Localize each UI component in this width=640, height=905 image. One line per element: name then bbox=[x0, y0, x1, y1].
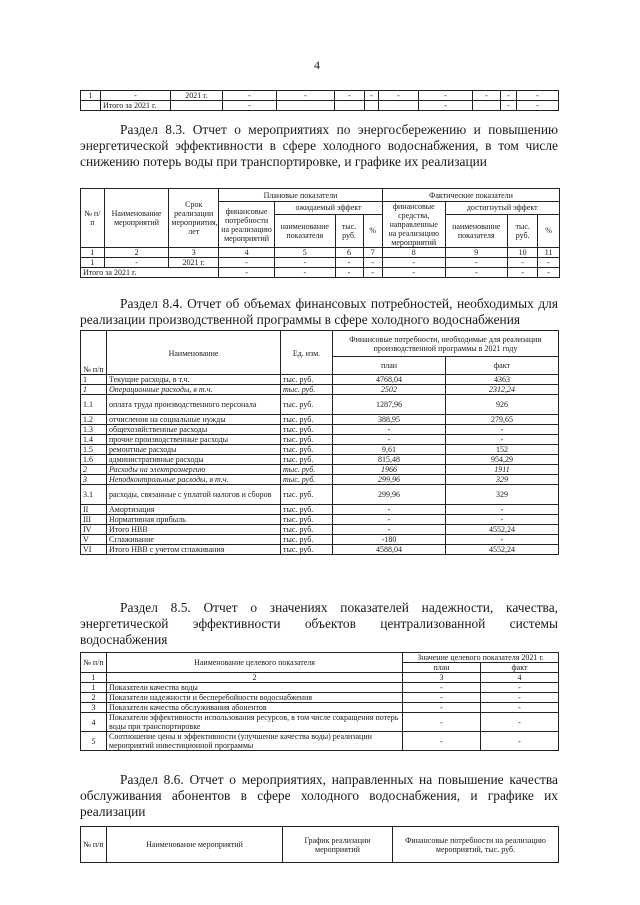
column-number: 1 bbox=[81, 248, 105, 258]
col-ind-name-2: наименование показателя bbox=[445, 214, 508, 247]
row-fact: - bbox=[481, 693, 559, 703]
table-row bbox=[81, 515, 559, 525]
column-number: 11 bbox=[538, 248, 560, 258]
table-cell: - bbox=[419, 91, 473, 101]
section-8-4-heading bbox=[80, 296, 558, 328]
table-cell: Итого за 2021 г. bbox=[101, 101, 171, 111]
table-row bbox=[81, 258, 560, 268]
col-expected: ожидаемый эффект bbox=[275, 202, 383, 215]
row-unit: тыс. руб. bbox=[281, 455, 333, 465]
table-cell: - bbox=[335, 91, 365, 101]
row-name: ремонтные расходы bbox=[107, 445, 281, 455]
table-cell: - bbox=[223, 101, 277, 111]
row-number: VI bbox=[81, 545, 107, 555]
table-row bbox=[81, 91, 559, 101]
table-cell: - bbox=[419, 101, 473, 111]
table-cell: - bbox=[223, 91, 277, 101]
row-unit: тыс. руб. bbox=[281, 545, 333, 555]
row-unit: тыс. руб. bbox=[281, 515, 333, 525]
col-planned: Плановые показатели bbox=[219, 189, 383, 202]
row-name: оплата труда производственного персонала bbox=[107, 395, 281, 415]
row-plan: - bbox=[333, 525, 446, 535]
table-row bbox=[81, 693, 559, 703]
row-fact: - bbox=[481, 713, 559, 732]
row-name: Показатели качества воды bbox=[107, 683, 403, 693]
row-fact: 329 bbox=[446, 485, 559, 505]
row-number: 1.5 bbox=[81, 445, 107, 455]
row-name: Показатели эффективности использования ресурсов, в том числе сокращения потерь воды при транспортировке bbox=[107, 713, 403, 732]
col-fin-actual: финансовые средства, направленные на реализацию мероприятий bbox=[382, 202, 445, 248]
col-name: Наименование мероприятий bbox=[104, 189, 169, 248]
table-cell: - bbox=[365, 91, 379, 101]
row-plan: 9,61 bbox=[333, 445, 446, 455]
column-numbering-row bbox=[81, 248, 560, 258]
row-plan: 815,48 bbox=[333, 455, 446, 465]
row-fact: - bbox=[446, 505, 559, 515]
column-number: 2 bbox=[107, 673, 403, 683]
table-row bbox=[81, 445, 559, 455]
table-row bbox=[81, 375, 559, 385]
row-name: Итого НВВ с учетом сглаживания bbox=[107, 545, 281, 555]
row-plan: 299,96 bbox=[333, 485, 446, 505]
col-num: № п/ п bbox=[81, 189, 105, 248]
section-8-3-heading bbox=[80, 122, 558, 170]
table-cell: 2021 г. bbox=[171, 91, 223, 101]
row-plan: 4588,04 bbox=[333, 545, 446, 555]
row-plan: 299,96 bbox=[333, 475, 446, 485]
section-8-3-table bbox=[80, 188, 560, 278]
row-unit: тыс. руб. bbox=[281, 395, 333, 415]
row-number: 1 bbox=[81, 375, 107, 385]
table-cell: - bbox=[538, 258, 560, 268]
section-8-5-table bbox=[80, 652, 559, 751]
heading-line: Раздел 8.5. Отчет о значениях показателей надежности, качества, bbox=[120, 600, 558, 615]
table-row bbox=[81, 713, 559, 732]
col-num: № п/п bbox=[81, 331, 107, 375]
column-number: 8 bbox=[382, 248, 445, 258]
heading-line: снижению потерь воды при транспортировке, и графике их реализации bbox=[80, 154, 487, 169]
row-fact: 4363 bbox=[446, 375, 559, 385]
table-cell: - bbox=[277, 91, 335, 101]
table-cell bbox=[335, 101, 365, 111]
table-cell: - bbox=[445, 268, 508, 278]
row-unit: тыс. руб. bbox=[281, 485, 333, 505]
row-number: 3 bbox=[81, 703, 107, 713]
table-cell bbox=[473, 101, 501, 111]
col-num: № п/п bbox=[81, 653, 107, 673]
table-cell: - bbox=[517, 91, 559, 101]
row-number: 1.1 bbox=[81, 395, 107, 415]
row-unit: тыс. руб. bbox=[281, 385, 333, 395]
row-name: расходы, связанные с уплатой налогов и сборов bbox=[107, 485, 281, 505]
table-row bbox=[81, 545, 559, 555]
total-label: Итого за 2021 г. bbox=[81, 268, 219, 278]
heading-line: Раздел 8.3. Отчет о мероприятиях по энергосбережению и повышению bbox=[120, 122, 558, 137]
table-row bbox=[81, 435, 559, 445]
row-fact: - bbox=[481, 703, 559, 713]
row-number: 4 bbox=[81, 713, 107, 732]
row-fact: - bbox=[446, 535, 559, 545]
row-number: III bbox=[81, 515, 107, 525]
col-plan: план bbox=[333, 357, 446, 375]
table-row bbox=[81, 485, 559, 505]
table-row bbox=[81, 683, 559, 693]
col-plan: план bbox=[403, 663, 481, 673]
heading-line: реализации bbox=[80, 804, 146, 819]
row-unit: тыс. руб. bbox=[281, 525, 333, 535]
row-fact: 1911 bbox=[446, 465, 559, 475]
section-8-4-table bbox=[80, 330, 559, 555]
row-fact: 2312,24 bbox=[446, 385, 559, 395]
row-name: административные расходы bbox=[107, 455, 281, 465]
row-number: 1 bbox=[81, 683, 107, 693]
col-fact: факт bbox=[446, 357, 559, 375]
row-name: прочие производственные расходы bbox=[107, 435, 281, 445]
table-cell: - bbox=[538, 268, 560, 278]
table-cell: - bbox=[501, 91, 517, 101]
col-needs: Финансовые потребности на реализацию мероприятий, тыс. руб. bbox=[393, 827, 559, 863]
table-row bbox=[81, 101, 559, 111]
table-row bbox=[81, 425, 559, 435]
row-number: 2 bbox=[81, 693, 107, 703]
table-cell: - bbox=[363, 268, 382, 278]
col-percent: % bbox=[363, 214, 382, 247]
row-unit: тыс. руб. bbox=[281, 505, 333, 515]
row-name: Амортизация bbox=[107, 505, 281, 515]
col-unit: Ед. изм. bbox=[281, 331, 333, 375]
heading-line: энергетической эффективности объектов централизованной системы bbox=[80, 616, 558, 631]
row-name: Соотношение цены и эффективности (улучшение качества воды) реализации мероприятий инвестиционной программы bbox=[107, 732, 403, 751]
row-number: IV bbox=[81, 525, 107, 535]
row-plan: 1287,96 bbox=[333, 395, 446, 415]
row-name: Показатели качества обслуживания абонентов bbox=[107, 703, 403, 713]
row-fact: - bbox=[481, 732, 559, 751]
table-cell: - bbox=[517, 101, 559, 111]
section-8-5-heading bbox=[80, 600, 558, 648]
col-ind-name: наименование показателя bbox=[275, 214, 335, 247]
col-num: № п/п bbox=[81, 827, 107, 863]
row-plan: - bbox=[333, 435, 446, 445]
section-8-6-heading bbox=[80, 772, 558, 820]
row-name: Операционные расходы, в т.ч. bbox=[107, 385, 281, 395]
section-8-6-table bbox=[80, 826, 559, 863]
column-number: 4 bbox=[219, 248, 275, 258]
col-actual: Фактические показатели bbox=[382, 189, 559, 202]
table-cell: - bbox=[508, 268, 538, 278]
table-row bbox=[81, 535, 559, 545]
table-cell bbox=[277, 101, 335, 111]
row-fact: 954,29 bbox=[446, 455, 559, 465]
table-cell: - bbox=[473, 91, 501, 101]
row-name: Расходы на электроэнергию bbox=[107, 465, 281, 475]
table-cell: - bbox=[382, 258, 445, 268]
table-cell: - bbox=[335, 258, 363, 268]
heading-line: водоснабжения bbox=[80, 632, 168, 647]
column-number: 3 bbox=[403, 673, 481, 683]
table-cell: 1 bbox=[81, 91, 101, 101]
row-number: 1.6 bbox=[81, 455, 107, 465]
row-number: 3.1 bbox=[81, 485, 107, 505]
row-plan: - bbox=[403, 703, 481, 713]
row-name: Неподконтрольные расходы, в т.ч. bbox=[107, 475, 281, 485]
table-row bbox=[81, 385, 559, 395]
col-name: Наименование bbox=[107, 331, 281, 375]
col-percent-2: % bbox=[538, 214, 560, 247]
row-plan: 2502 bbox=[333, 385, 446, 395]
col-term: Срок реализации мероприятия, лет bbox=[169, 189, 219, 248]
heading-line: обслуживания абонентов в сфере холодного водоснабжения, и графике их bbox=[80, 788, 558, 803]
table-cell: - bbox=[219, 268, 275, 278]
table-row bbox=[81, 475, 559, 485]
table-row bbox=[81, 505, 559, 515]
table-cell: - bbox=[275, 268, 335, 278]
column-number: 4 bbox=[481, 673, 559, 683]
col-value: Значение целевого показателя 2021 г. bbox=[403, 653, 559, 663]
row-plan: - bbox=[333, 425, 446, 435]
row-name: Текущие расходы, в т.ч. bbox=[107, 375, 281, 385]
row-fact: - bbox=[481, 683, 559, 693]
row-plan: -180 bbox=[333, 535, 446, 545]
row-plan: - bbox=[333, 505, 446, 515]
table-row bbox=[81, 703, 559, 713]
row-number: 1.4 bbox=[81, 435, 107, 445]
table-cell bbox=[171, 101, 223, 111]
table-cell: - bbox=[363, 258, 382, 268]
column-number: 6 bbox=[335, 248, 363, 258]
col-fact: факт bbox=[481, 663, 559, 673]
table-cell: - bbox=[275, 258, 335, 268]
table-row bbox=[81, 465, 559, 475]
col-name: Наименование мероприятий bbox=[107, 827, 283, 863]
row-number: 1 bbox=[81, 385, 107, 395]
col-name: Наименование целевого показателя bbox=[107, 653, 403, 673]
col-fin-plan: финансовые потребности на реализацию мероприятий bbox=[219, 202, 275, 248]
top-continuation-table bbox=[80, 90, 559, 111]
row-number: V bbox=[81, 535, 107, 545]
row-name: отчисления на социальные нужды bbox=[107, 415, 281, 425]
row-name: Нормативная прибыль bbox=[107, 515, 281, 525]
table-row bbox=[81, 525, 559, 535]
row-name: Итого НВВ bbox=[107, 525, 281, 535]
column-number: 10 bbox=[508, 248, 538, 258]
row-plan: - bbox=[333, 515, 446, 525]
row-plan: 1966 bbox=[333, 465, 446, 475]
heading-line: Раздел 8.4. Отчет об объемах финансовых потребностей, необходимых для bbox=[120, 296, 558, 311]
table-cell: - bbox=[219, 258, 275, 268]
col-thousand-rub-2: тыс. руб. bbox=[508, 214, 538, 247]
column-numbering-row bbox=[81, 673, 559, 683]
row-fact: 926 bbox=[446, 395, 559, 415]
table-cell bbox=[81, 101, 101, 111]
row-plan: - bbox=[403, 683, 481, 693]
row-plan: - bbox=[403, 713, 481, 732]
row-plan: - bbox=[403, 732, 481, 751]
heading-line: Раздел 8.6. Отчет о мероприятиях, направленных на повышение качества bbox=[120, 772, 558, 787]
row-fact: 4552,24 bbox=[446, 545, 559, 555]
row-fact: 279,65 bbox=[446, 415, 559, 425]
row-unit: тыс. руб. bbox=[281, 475, 333, 485]
column-number: 9 bbox=[445, 248, 508, 258]
row-unit: тыс. руб. bbox=[281, 375, 333, 385]
table-cell bbox=[365, 101, 379, 111]
row-number: 1.3 bbox=[81, 425, 107, 435]
table-cell: - bbox=[101, 91, 171, 101]
row-number: 5 bbox=[81, 732, 107, 751]
row-plan: 388,95 bbox=[333, 415, 446, 425]
col-achieved: достигнутый эффект bbox=[445, 202, 559, 215]
table-cell: - bbox=[508, 258, 538, 268]
col-thousand-rub: тыс. руб. bbox=[335, 214, 363, 247]
row-number: II bbox=[81, 505, 107, 515]
column-number: 2 bbox=[104, 248, 169, 258]
row-fact: 152 bbox=[446, 445, 559, 455]
row-unit: тыс. руб. bbox=[281, 445, 333, 455]
row-name: Сглаживание bbox=[107, 535, 281, 545]
row-unit: тыс. руб. bbox=[281, 435, 333, 445]
table-cell: - bbox=[445, 258, 508, 268]
page-number: 4 bbox=[314, 58, 320, 72]
row-number: 1.2 bbox=[81, 415, 107, 425]
column-number: 1 bbox=[81, 673, 107, 683]
table-cell: 1 bbox=[81, 258, 105, 268]
col-needs: Финансовые потребности, необходимые для реализации производственной программы в 2021 году bbox=[333, 331, 559, 357]
table-row bbox=[81, 455, 559, 465]
table-cell: - bbox=[335, 268, 363, 278]
row-fact: 329 bbox=[446, 475, 559, 485]
column-number: 3 bbox=[169, 248, 219, 258]
row-fact: - bbox=[446, 425, 559, 435]
heading-line: энергетической эффективности в сфере холодного водоснабжения, в том числе bbox=[80, 138, 558, 153]
table-cell bbox=[379, 101, 419, 111]
total-row bbox=[81, 268, 560, 278]
table-cell: - bbox=[379, 91, 419, 101]
row-number: 2 bbox=[81, 465, 107, 475]
column-number: 5 bbox=[275, 248, 335, 258]
table-cell: - bbox=[104, 258, 169, 268]
row-unit: тыс. руб. bbox=[281, 415, 333, 425]
table-row bbox=[81, 395, 559, 415]
table-cell: - bbox=[382, 268, 445, 278]
row-unit: тыс. руб. bbox=[281, 425, 333, 435]
row-number: 3 bbox=[81, 475, 107, 485]
table-cell: 2021 г. bbox=[169, 258, 219, 268]
row-name: общехозяйственные расходы bbox=[107, 425, 281, 435]
table-row bbox=[81, 732, 559, 751]
col-schedule: График реализации мероприятий bbox=[283, 827, 393, 863]
heading-line: реализации производственной программы в сфере холодного водоснабжения bbox=[80, 312, 521, 327]
table-row bbox=[81, 415, 559, 425]
row-fact: - bbox=[446, 435, 559, 445]
row-fact: - bbox=[446, 515, 559, 525]
row-unit: тыс. руб. bbox=[281, 465, 333, 475]
row-fact: 4552,24 bbox=[446, 525, 559, 535]
row-name: Показатели надежности и бесперебойности водоснабжения bbox=[107, 693, 403, 703]
column-number: 7 bbox=[363, 248, 382, 258]
row-plan: 4768,04 bbox=[333, 375, 446, 385]
row-plan: - bbox=[403, 693, 481, 703]
table-cell: - bbox=[501, 101, 517, 111]
row-unit: тыс. руб. bbox=[281, 535, 333, 545]
